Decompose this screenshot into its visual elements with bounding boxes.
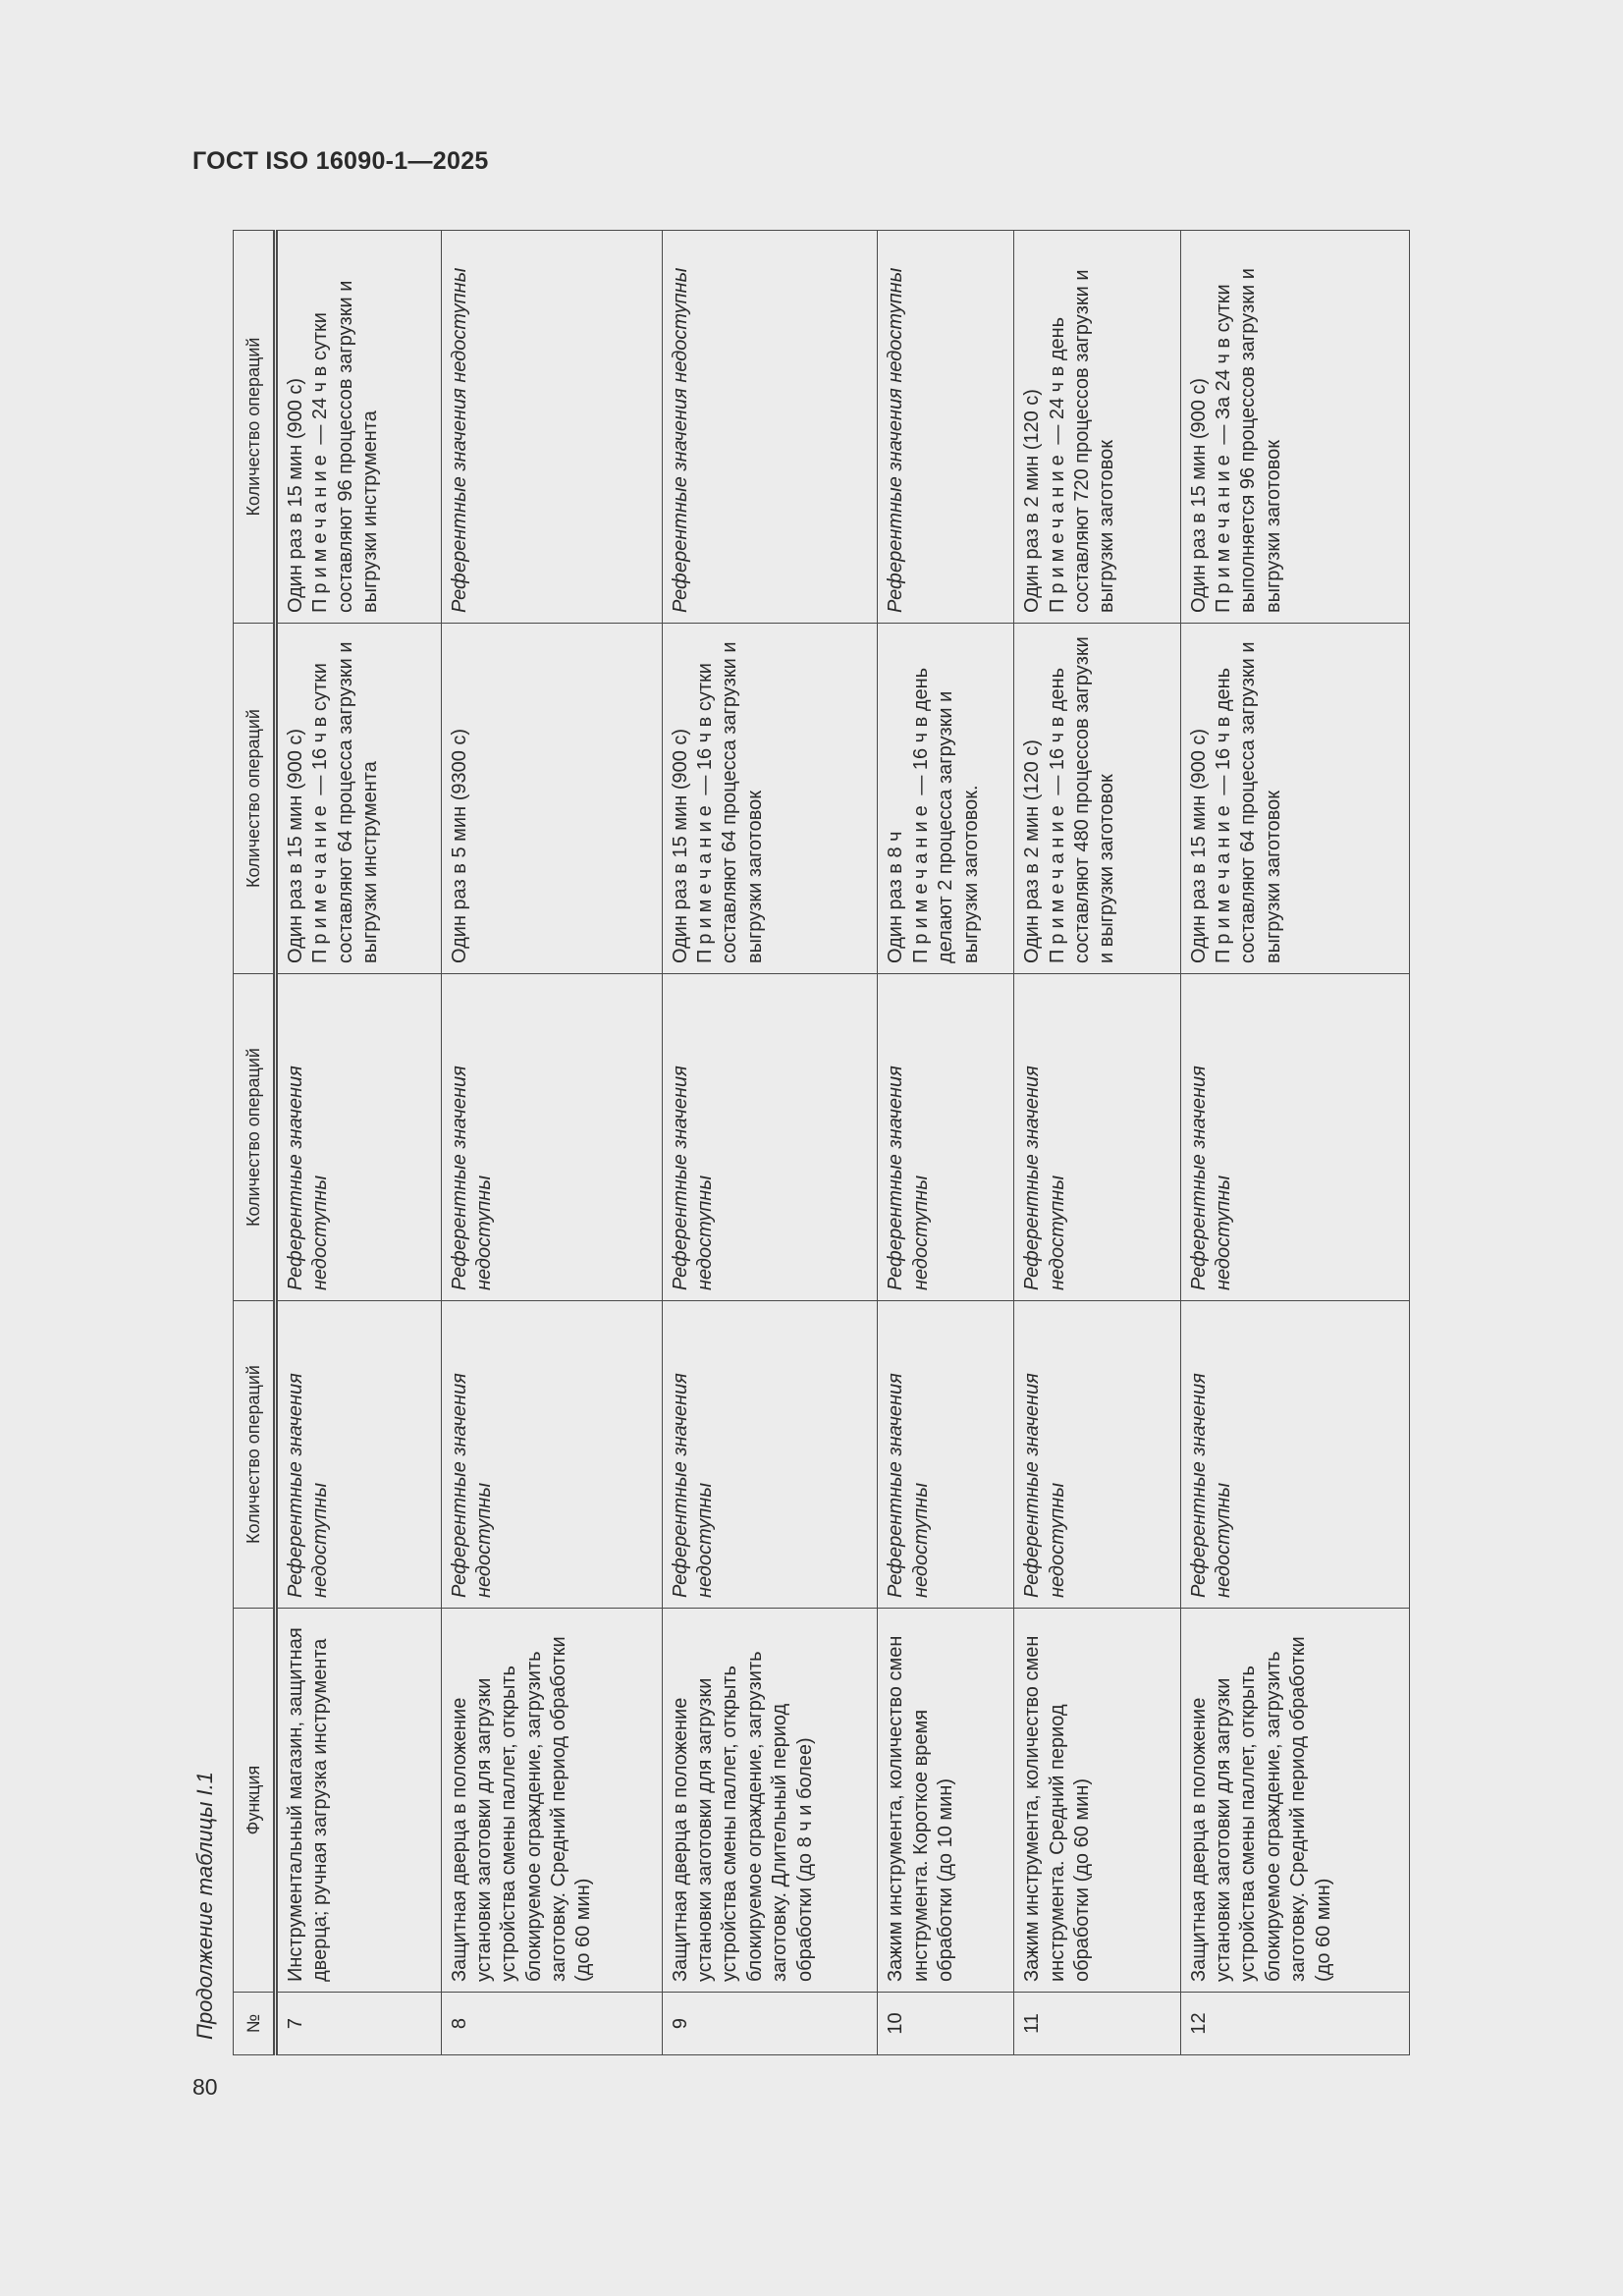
operations-cell-1 [276,1301,442,1609]
col-header-number: № [234,1993,276,2055]
reference-values-text: Референтные значения недоступны [1187,1373,1235,1598]
note-label: Примечание [693,800,716,963]
note-label: Примечание [1213,800,1235,963]
table-row [1014,231,1181,2055]
function-text: Защитная дверца в положение установки заготовки для загрузки устройства смены паллет, открыть блокируемое ограждение, загрузить заготовку. Средний период обработки (до 60 мин) [448,1636,595,1982]
operations-cell-3 [662,624,878,974]
col-header-operations-2: Количество операций [234,974,276,1301]
note-label: Примечание [1046,450,1068,613]
table-caption: Продолжение таблицы I.1 [192,1772,217,2040]
reference-values-text: Референтные значения недоступны [448,1066,495,1290]
page-number: 80 [192,2074,218,2100]
note-text: — 16 ч в сутки составляют 64 процесса загрузки и выгрузки инструмента [309,641,382,963]
operations-cell-3 [878,624,1014,974]
frequency-text: Один раз в 2 мин (120 с) [1021,389,1044,613]
reference-values-text: Референтные значения недоступны [1187,1066,1235,1290]
operations-cell-2 [1014,974,1181,1301]
note-block [1212,633,1286,963]
operations-cell-4 [441,231,662,624]
frequency-text: Один раз в 15 мин (900 с) [1187,377,1210,613]
note-label: Примечание [909,800,932,963]
row-number: 9 [669,2017,691,2030]
note-block [1212,241,1286,613]
function-cell [878,1609,1014,1993]
operations-cell-4 [1180,231,1409,624]
note-text: — 24 ч в день составляют 720 процессов загрузки и выгрузки заготовок [1046,269,1118,613]
row-number-cell [276,1993,442,2055]
operations-cell-3 [441,624,662,974]
function-cell [662,1609,878,1993]
operations-cell-2 [878,974,1014,1301]
operations-table [233,230,1410,2055]
col-header-operations-4: Количество операций [234,231,276,624]
operations-cell-1 [878,1301,1014,1609]
frequency-text: Один раз в 5 мин (9300 с) [448,728,470,963]
frequency-text: Один раз в 15 мин (900 с) [669,728,691,963]
table-body [276,231,1410,2055]
frequency-text: Один раз в 15 мин (900 с) [1187,728,1210,963]
operations-cell-1 [1180,1301,1409,1609]
note-block [1046,633,1120,963]
note-text: — 24 ч в сутки составляют 96 процессов загрузки и выгрузки инструмента [309,280,382,613]
reference-values-text: Референтные значения недоступны [1021,1373,1068,1598]
row-number-cell [1180,1993,1409,2055]
table-row [441,231,662,2055]
note-label: Примечание [1213,450,1235,613]
note-label: Примечание [309,800,332,963]
col-header-operations-3: Количество операций [234,624,276,974]
reference-values-text: Референтные значения недоступны [285,1066,332,1290]
note-block [693,633,768,963]
reference-values-text: Референтные значения недоступны [669,267,691,613]
operations-cell-4 [276,231,442,624]
reference-values-text: Референтные значения недоступны [448,267,470,613]
col-header-function: Функция [234,1609,276,1993]
function-text: Защитная дверца в положение установки заготовки для загрузки устройства смены паллет, открыть блокируемое ограждение, загрузить заготовку. Длительный период обработки (до 8 ч и более) [669,1651,816,1982]
operations-cell-1 [1014,1301,1181,1609]
operations-cell-2 [276,974,442,1301]
frequency-text: Один раз в 8 ч [885,831,907,963]
note-text: — 16 ч в день составляют 64 процесса загрузки и выгрузки заготовок [1213,641,1284,963]
reference-values-text: Референтные значения недоступны [885,1066,932,1290]
operations-cell-4 [1014,231,1181,624]
note-text: — 16 ч в сутки составляют 64 процесса загрузки и выгрузки заготовок [693,641,766,963]
table-row [276,231,442,2055]
function-cell [1014,1609,1181,1993]
note-text: — 16 ч в день делают 2 процесса загрузки и выгрузки заготовок. [909,667,982,963]
table-row [662,231,878,2055]
reference-values-text: Референтные значения недоступны [885,1373,932,1598]
table-header-row [234,231,276,2055]
reference-values-text: Референтные значения недоступны [448,1373,495,1598]
note-block [1046,241,1120,613]
function-text: Защитная дверца в положение установки заготовки для загрузки устройства смены паллет, открыть блокируемое ограждение, загрузить заготовку. Средний период обработки (до 60 мин) [1187,1636,1334,1982]
operations-cell-2 [1180,974,1409,1301]
row-number-cell [1014,1993,1181,2055]
function-text: Зажим инструмента, количество смен инструмента. Средний период обработки (до 60 мин) [1021,1635,1093,1982]
row-number-cell [878,1993,1014,2055]
function-text: Зажим инструмента, количество смен инструмента. Короткое время обработки (до 10 мин) [885,1635,957,1982]
table-row [1180,231,1409,2055]
function-cell [441,1609,662,1993]
note-block [909,633,984,963]
note-text: — 16 ч в день составляют 480 процессов загрузки и выгрузки заготовок [1046,636,1118,963]
operations-cell-1 [441,1301,662,1609]
frequency-text: Один раз в 2 мин (120 с) [1021,739,1044,963]
reference-values-text: Референтные значения недоступны [1021,1066,1068,1290]
reference-values-text: Референтные значения недоступны [285,1373,332,1598]
frequency-text: Один раз в 15 мин (900 с) [285,377,306,613]
operations-cell-2 [662,974,878,1301]
operations-cell-1 [662,1301,878,1609]
operations-cell-3 [1014,624,1181,974]
row-number-cell [441,1993,662,2055]
document-header: ГОСТ ISO 16090-1—2025 [192,147,489,175]
row-number: 7 [285,2017,306,2030]
row-number: 8 [448,2017,470,2030]
row-number-cell [662,1993,878,2055]
operations-cell-3 [1180,624,1409,974]
operations-cell-3 [276,624,442,974]
note-block [308,241,383,613]
reference-values-text: Референтные значения недоступны [669,1373,716,1598]
function-cell [1180,1609,1409,1993]
col-header-operations-1: Количество операций [234,1301,276,1609]
row-number: 12 [1187,2012,1210,2035]
note-text: — За 24 ч в сутки выполняется 96 процессов загрузки и выгрузки заготовок [1213,268,1284,613]
rotated-table-container [233,231,1410,2055]
operations-cell-2 [441,974,662,1301]
table-row [878,231,1014,2055]
operations-cell-4 [878,231,1014,624]
row-number: 10 [885,2012,907,2035]
function-text: Инструментальный магазин, защитная дверца; ручная загрузка инструмента [285,1627,332,1982]
note-block [308,633,383,963]
row-number: 11 [1021,2013,1044,2034]
note-label: Примечание [1046,800,1068,963]
reference-values-text: Референтные значения недоступны [669,1066,716,1290]
operations-cell-4 [662,231,878,624]
function-cell [276,1609,442,1993]
note-label: Примечание [309,450,332,613]
reference-values-text: Референтные значения недоступны [885,267,907,613]
frequency-text: Один раз в 15 мин (900 с) [285,728,306,963]
